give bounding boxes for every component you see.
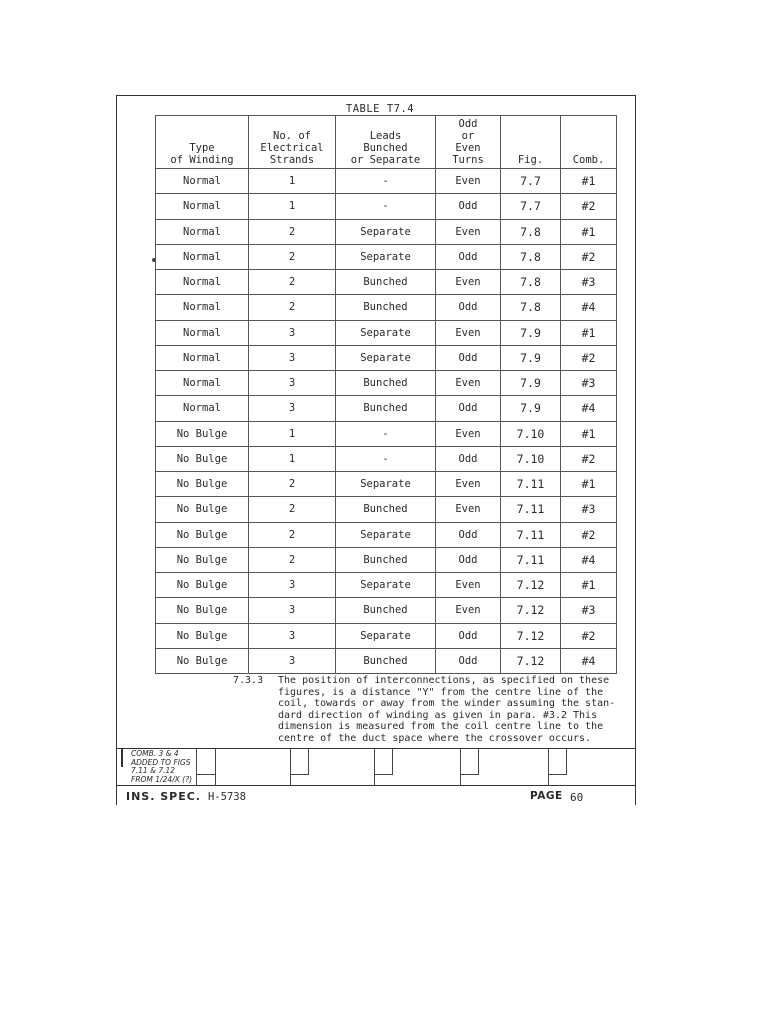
cell-turns: Even — [436, 573, 501, 598]
cell-comb: #2 — [561, 244, 617, 269]
header-leads-line: or Separate — [350, 154, 421, 166]
cell-turns: Odd — [436, 345, 501, 370]
cell-type: No Bulge — [156, 472, 249, 497]
cell-leads: Separate — [336, 219, 436, 244]
cell-leads: Bunched — [336, 547, 436, 572]
table-row — [156, 169, 617, 194]
winding-table — [155, 115, 617, 674]
table-row — [156, 421, 617, 446]
footer-ins-spec-label: INS. SPEC. — [126, 790, 201, 803]
cell-comb: #3 — [561, 371, 617, 396]
cell-leads: - — [336, 169, 436, 194]
revision-divider — [215, 748, 216, 786]
footer-spec-number: H-5738 — [208, 791, 246, 803]
cell-comb: #1 — [561, 320, 617, 345]
cell-leads: Separate — [336, 244, 436, 269]
revision-divider — [460, 748, 461, 786]
table-row — [156, 194, 617, 219]
cell-type: No Bulge — [156, 421, 249, 446]
revision-box — [197, 748, 216, 775]
cell-comb: #2 — [561, 623, 617, 648]
cell-fig: 7.7 — [501, 169, 561, 194]
cell-comb: #4 — [561, 396, 617, 421]
header-strands-line: Strands — [269, 154, 315, 166]
cell-strands: 2 — [249, 547, 336, 572]
cell-type: No Bulge — [156, 648, 249, 673]
cell-strands: 1 — [249, 421, 336, 446]
cell-type: Normal — [156, 270, 249, 295]
cell-turns: Odd — [436, 396, 501, 421]
header-fig-line: Fig. — [517, 154, 544, 166]
cell-comb: #4 — [561, 547, 617, 572]
table-body — [156, 169, 617, 674]
cell-turns: Odd — [436, 547, 501, 572]
revision-line: 7.11 & 7.12 — [131, 766, 176, 775]
cell-strands: 2 — [249, 497, 336, 522]
table-row — [156, 396, 617, 421]
cell-fig: 7.10 — [501, 421, 561, 446]
cell-fig: 7.11 — [501, 472, 561, 497]
cell-type: No Bulge — [156, 497, 249, 522]
cell-comb: #2 — [561, 345, 617, 370]
header-turns-line: Turns — [452, 154, 484, 166]
cell-fig: 7.11 — [501, 522, 561, 547]
cell-type: No Bulge — [156, 522, 249, 547]
cell-leads: Separate — [336, 623, 436, 648]
cell-fig: 7.12 — [501, 623, 561, 648]
cell-turns: Even — [436, 371, 501, 396]
cell-comb: #2 — [561, 522, 617, 547]
header-leads — [336, 116, 436, 169]
cell-type: No Bulge — [156, 598, 249, 623]
header-comb — [561, 116, 617, 169]
cell-type: No Bulge — [156, 573, 249, 598]
cell-leads: Separate — [336, 522, 436, 547]
cell-leads: Bunched — [336, 295, 436, 320]
cell-leads: Separate — [336, 573, 436, 598]
cell-turns: Odd — [436, 244, 501, 269]
cell-type: Normal — [156, 194, 249, 219]
cell-turns: Odd — [436, 194, 501, 219]
table-row — [156, 244, 617, 269]
table-row — [156, 623, 617, 648]
cell-leads: Bunched — [336, 396, 436, 421]
header-type — [156, 116, 249, 169]
cell-turns: Odd — [436, 623, 501, 648]
cell-strands: 3 — [249, 320, 336, 345]
header-leads-line: Bunched — [363, 142, 408, 154]
cell-fig: 7.12 — [501, 598, 561, 623]
revision-line: COMB. 3 & 4 — [131, 749, 179, 758]
cell-strands: 2 — [249, 244, 336, 269]
revision-divider — [374, 748, 375, 786]
header-strands-line: Electrical — [260, 142, 324, 154]
cell-turns: Even — [436, 320, 501, 345]
table-row — [156, 295, 617, 320]
cell-leads: - — [336, 194, 436, 219]
revision-note — [117, 748, 197, 786]
cell-type: No Bulge — [156, 547, 249, 572]
header-turns — [436, 116, 501, 169]
cell-type: Normal — [156, 219, 249, 244]
revision-box — [548, 748, 567, 775]
cell-strands: 2 — [249, 270, 336, 295]
cell-comb: #2 — [561, 194, 617, 219]
cell-type: Normal — [156, 371, 249, 396]
footer-page-number: 60 — [570, 791, 584, 804]
cell-comb: #4 — [561, 648, 617, 673]
table-row — [156, 472, 617, 497]
table-row — [156, 446, 617, 471]
table-row — [156, 497, 617, 522]
revision-divider — [548, 748, 549, 786]
cell-fig: 7.9 — [501, 320, 561, 345]
table-row — [156, 219, 617, 244]
cell-fig: 7.12 — [501, 573, 561, 598]
cell-leads: Separate — [336, 472, 436, 497]
cell-turns: Even — [436, 598, 501, 623]
cell-comb: #1 — [561, 219, 617, 244]
table-row — [156, 371, 617, 396]
cell-leads: - — [336, 421, 436, 446]
header-fig — [501, 116, 561, 169]
cell-leads: Bunched — [336, 270, 436, 295]
revision-box — [290, 748, 309, 775]
note-text: The position of interconnections, as specified on these figures, is a distance "Y" from the centre line of the coil, towards or away from the winder assuming the stan- dard direction of winding as given in para. #3.2 This dimension is measured from the coil centre line to the centre of the duct space where the crossover occurs. — [278, 675, 616, 744]
cell-type: No Bulge — [156, 446, 249, 471]
cell-strands: 3 — [249, 598, 336, 623]
cell-strands: 3 — [249, 623, 336, 648]
cell-strands: 1 — [249, 446, 336, 471]
table-row — [156, 648, 617, 673]
cell-fig: 7.11 — [501, 497, 561, 522]
revision-line: ADDED TO FIGS — [131, 757, 191, 767]
cell-turns: Even — [436, 169, 501, 194]
header-turns-line: Even — [455, 142, 481, 154]
cell-turns: Even — [436, 270, 501, 295]
header-leads-line: Leads — [369, 130, 402, 142]
cell-comb: #1 — [561, 573, 617, 598]
header-turns-line: or — [461, 130, 475, 142]
cell-fig: 7.9 — [501, 396, 561, 421]
cell-leads: Bunched — [336, 648, 436, 673]
cell-turns: Even — [436, 421, 501, 446]
header-comb-line: Comb. — [572, 154, 605, 166]
cell-fig: 7.10 — [501, 446, 561, 471]
cell-fig: 7.8 — [501, 219, 561, 244]
header-type-line: of Winding — [170, 154, 234, 166]
table-row — [156, 345, 617, 370]
cell-comb: #4 — [561, 295, 617, 320]
revision-box — [460, 748, 479, 775]
table-header-row — [156, 116, 617, 169]
table-title: TABLE T7.4 — [345, 103, 415, 115]
cell-turns: Odd — [436, 522, 501, 547]
table-row — [156, 547, 617, 572]
cell-strands: 1 — [249, 169, 336, 194]
cell-leads: Separate — [336, 345, 436, 370]
cell-strands: 1 — [249, 194, 336, 219]
cell-turns: Even — [436, 472, 501, 497]
cell-strands: 3 — [249, 573, 336, 598]
cell-fig: 7.8 — [501, 270, 561, 295]
cell-strands: 3 — [249, 371, 336, 396]
cell-strands: 3 — [249, 648, 336, 673]
cell-fig: 7.9 — [501, 371, 561, 396]
table-row — [156, 522, 617, 547]
cell-turns: Even — [436, 219, 501, 244]
cell-fig: 7.8 — [501, 295, 561, 320]
cell-leads: Separate — [336, 320, 436, 345]
header-turns-line: Odd — [458, 118, 478, 130]
cell-strands: 2 — [249, 522, 336, 547]
cell-type: Normal — [156, 396, 249, 421]
revision-divider — [290, 748, 291, 786]
cell-strands: 2 — [249, 295, 336, 320]
cell-type: Normal — [156, 295, 249, 320]
cell-type: Normal — [156, 320, 249, 345]
note-number: 7.3.3 — [233, 675, 264, 686]
cell-comb: #1 — [561, 169, 617, 194]
header-strands-line: No. of — [273, 130, 311, 142]
cell-turns: Even — [436, 497, 501, 522]
cell-comb: #3 — [561, 270, 617, 295]
cell-strands: 3 — [249, 345, 336, 370]
cell-type: Normal — [156, 345, 249, 370]
cell-leads: Bunched — [336, 497, 436, 522]
table-row — [156, 270, 617, 295]
table-row — [156, 573, 617, 598]
cell-comb: #2 — [561, 446, 617, 471]
header-strands — [249, 116, 336, 169]
cell-comb: #3 — [561, 497, 617, 522]
footer-page-label: PAGE — [530, 790, 563, 802]
cell-fig: 7.11 — [501, 547, 561, 572]
cell-turns: Odd — [436, 295, 501, 320]
cell-fig: 7.9 — [501, 345, 561, 370]
cell-strands: 2 — [249, 219, 336, 244]
cell-comb: #1 — [561, 421, 617, 446]
cell-leads: - — [336, 446, 436, 471]
cell-type: Normal — [156, 244, 249, 269]
cell-strands: 2 — [249, 472, 336, 497]
cell-fig: 7.8 — [501, 244, 561, 269]
cell-fig: 7.7 — [501, 194, 561, 219]
cell-type: No Bulge — [156, 623, 249, 648]
cell-type: Normal — [156, 169, 249, 194]
cell-leads: Bunched — [336, 598, 436, 623]
cell-comb: #3 — [561, 598, 617, 623]
cell-strands: 3 — [249, 396, 336, 421]
revision-box — [374, 748, 393, 775]
cell-turns: Odd — [436, 648, 501, 673]
cell-leads: Bunched — [336, 371, 436, 396]
cell-turns: Odd — [436, 446, 501, 471]
header-type-line: Type — [189, 142, 215, 154]
cell-fig: 7.12 — [501, 648, 561, 673]
cell-comb: #1 — [561, 472, 617, 497]
table-row — [156, 598, 617, 623]
revision-bar — [121, 749, 123, 767]
revision-line: FROM 1/24/X (?) — [131, 774, 193, 784]
table-row — [156, 320, 617, 345]
